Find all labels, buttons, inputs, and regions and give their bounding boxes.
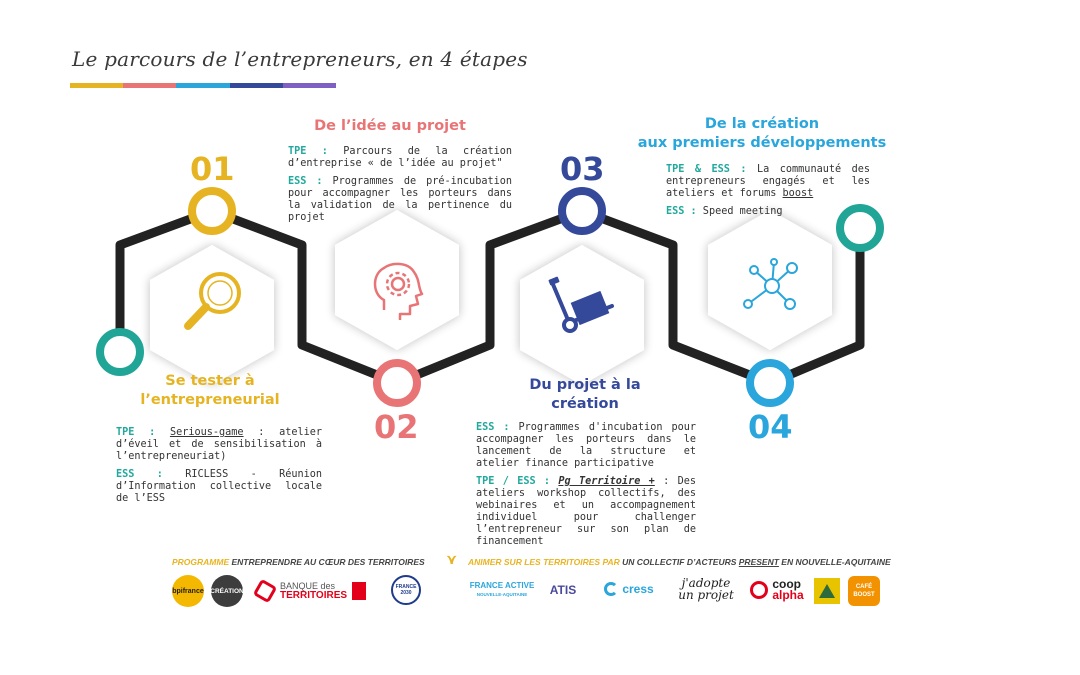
logo-jadopte-un-projet — [672, 574, 740, 604]
footer-animate-text: UN COLLECTIF D’ACTEURS — [619, 557, 739, 567]
stage-3-item-1 — [476, 422, 696, 470]
stage-2-description — [288, 146, 512, 230]
tag-ess: ESS : — [666, 206, 697, 217]
logo-atis — [540, 578, 586, 602]
coop-bottom: alpha — [772, 588, 804, 602]
stage-number-01: 01 — [190, 150, 235, 188]
logo-atis-label: ATIS — [549, 583, 577, 597]
footer-animate-prefix: ANIMER SUR LES TERRITOIRES PAR — [468, 557, 620, 567]
footer-animate-present: PRESENT — [738, 557, 779, 567]
france-active-bottom: NOUVELLE-AQUITAINE — [476, 592, 528, 597]
logo-france-active — [466, 578, 538, 602]
logo-coop-alpha — [744, 576, 810, 604]
banque-hexagon-icon — [253, 579, 278, 604]
logo-bpifrance-label: bpifrance — [172, 587, 204, 595]
serious-game-link[interactable]: Serious-game — [169, 427, 244, 438]
logo-banque-des-territoires — [256, 578, 380, 604]
item-text: Speed meeting — [696, 206, 783, 217]
stage-title-4-line1: De la création — [704, 116, 820, 132]
stage-title-3: Du projet à la création — [529, 377, 641, 412]
item-text: Programmes de pré-incubation pour accompagner les porteurs dans la validation de la pertinence du projet — [288, 176, 512, 223]
node-04 — [750, 363, 790, 403]
logo-cafe-boost — [848, 576, 880, 606]
item-text: RICLESS - Réunion d’Information collective locale de l’ESS — [116, 469, 322, 504]
stage-number-02: 02 — [374, 408, 419, 446]
stage-3-item-2 — [476, 476, 696, 548]
stage-2-item-1 — [288, 146, 512, 170]
logo-bpifrance — [172, 575, 204, 607]
pg-territoire-link[interactable]: Pg Territoire + — [558, 476, 655, 487]
coop-top: coop — [772, 577, 801, 591]
logo-france-2030 — [391, 575, 421, 605]
stage-4-item-2 — [666, 206, 870, 218]
banque-label-bottom: TERRITOIRES — [280, 590, 348, 601]
node-01 — [192, 191, 232, 231]
item-text: Parcours de la création d’entreprise « de l’idée au projet" — [288, 146, 513, 169]
node-03 — [562, 191, 602, 231]
stage-number-03: 03 — [560, 150, 605, 188]
tag-ess: ESS : — [288, 176, 323, 187]
tag-ess: ESS : — [116, 469, 163, 480]
cafe-boost-bottom: BOOST — [853, 592, 875, 598]
item-text: : Des ateliers workshop collectifs, des webinaires et un accompagnement individuel pour challenger l’entrepreneur sur son plan de financement — [476, 476, 697, 547]
footer-animate-suffix: EN NOUVELLE-AQUITAINE — [778, 557, 891, 567]
stage-number-04: 04 — [748, 408, 793, 446]
node-start — [100, 332, 140, 372]
boost-link[interactable]: boost — [782, 188, 814, 199]
item-text: : atelier d’éveil et de sensibilisation à l’entrepreneuriat) — [116, 427, 322, 462]
banque-label-top: BANQUE des — [280, 581, 336, 591]
france-active-top: FRANCE ACTIVE — [469, 581, 535, 590]
footer-program-text: ENTREPRENDRE AU CŒUR DES TERRITOIRES — [229, 557, 425, 567]
banque-text — [280, 581, 347, 601]
logo-france-2030-label: FRANCE 2030 — [395, 584, 417, 596]
logo-cress — [596, 576, 662, 602]
tag-tpe-ess: TPE / ESS : — [476, 476, 551, 487]
partner-leaf-icon — [819, 584, 835, 598]
stage-title-2: De l’idée au projet — [314, 118, 466, 134]
tag-tpe: TPE : — [288, 146, 328, 157]
footer-program-line — [172, 557, 425, 567]
logo-creation — [211, 575, 243, 607]
chevron-down-icon: ⋎ — [446, 552, 458, 568]
stage-title-4-line2: aux premiers développements — [637, 135, 887, 151]
page-title: Le parcours de l’entrepreneurs, en 4 étapes — [72, 47, 528, 71]
hexagon-stage-1 — [150, 245, 274, 385]
stage-4-description — [666, 164, 870, 224]
node-02 — [377, 363, 417, 403]
stage-title-1: Se tester à l’entrepreneurial — [140, 373, 280, 408]
logo-creation-label: CRÉATION — [210, 587, 244, 595]
cress-swirl-icon — [604, 582, 618, 596]
footer-program-prefix: PROGRAMME — [172, 557, 230, 567]
tag-tpe-ess: TPE & ESS : — [666, 164, 747, 175]
footer-animate-line — [468, 557, 891, 567]
banque-red-square — [352, 582, 366, 600]
stage-1-item-2 — [116, 469, 322, 505]
coop-alpha-ring-icon — [750, 581, 768, 599]
item-text: Programmes d'incubation pour accompagner les porteurs dans le lancement de la structure et atelier finance participative — [476, 422, 696, 469]
stage-2-item-2 — [288, 176, 512, 224]
logo-yellow-partner — [814, 578, 840, 604]
stage-1-description — [116, 427, 322, 511]
stage-1-item-1 — [116, 427, 322, 463]
stage-3-description — [476, 422, 696, 554]
cafe-boost-top: CAFÉ — [855, 584, 873, 590]
tag-tpe: TPE : — [116, 427, 156, 438]
tag-ess: ESS : — [476, 422, 510, 433]
jadopte-bottom: un projet — [678, 588, 734, 602]
jadopte-top: j'adopte — [681, 576, 731, 590]
stage-title-4 — [630, 115, 894, 153]
logo-cress-label: cress — [622, 582, 654, 596]
item-text: La communauté des entrepreneurs engagés et les ateliers et forums — [666, 164, 870, 199]
stage-4-item-1 — [666, 164, 870, 200]
coop-alpha-text — [772, 579, 803, 601]
hexagon-stage-2 — [335, 210, 459, 350]
